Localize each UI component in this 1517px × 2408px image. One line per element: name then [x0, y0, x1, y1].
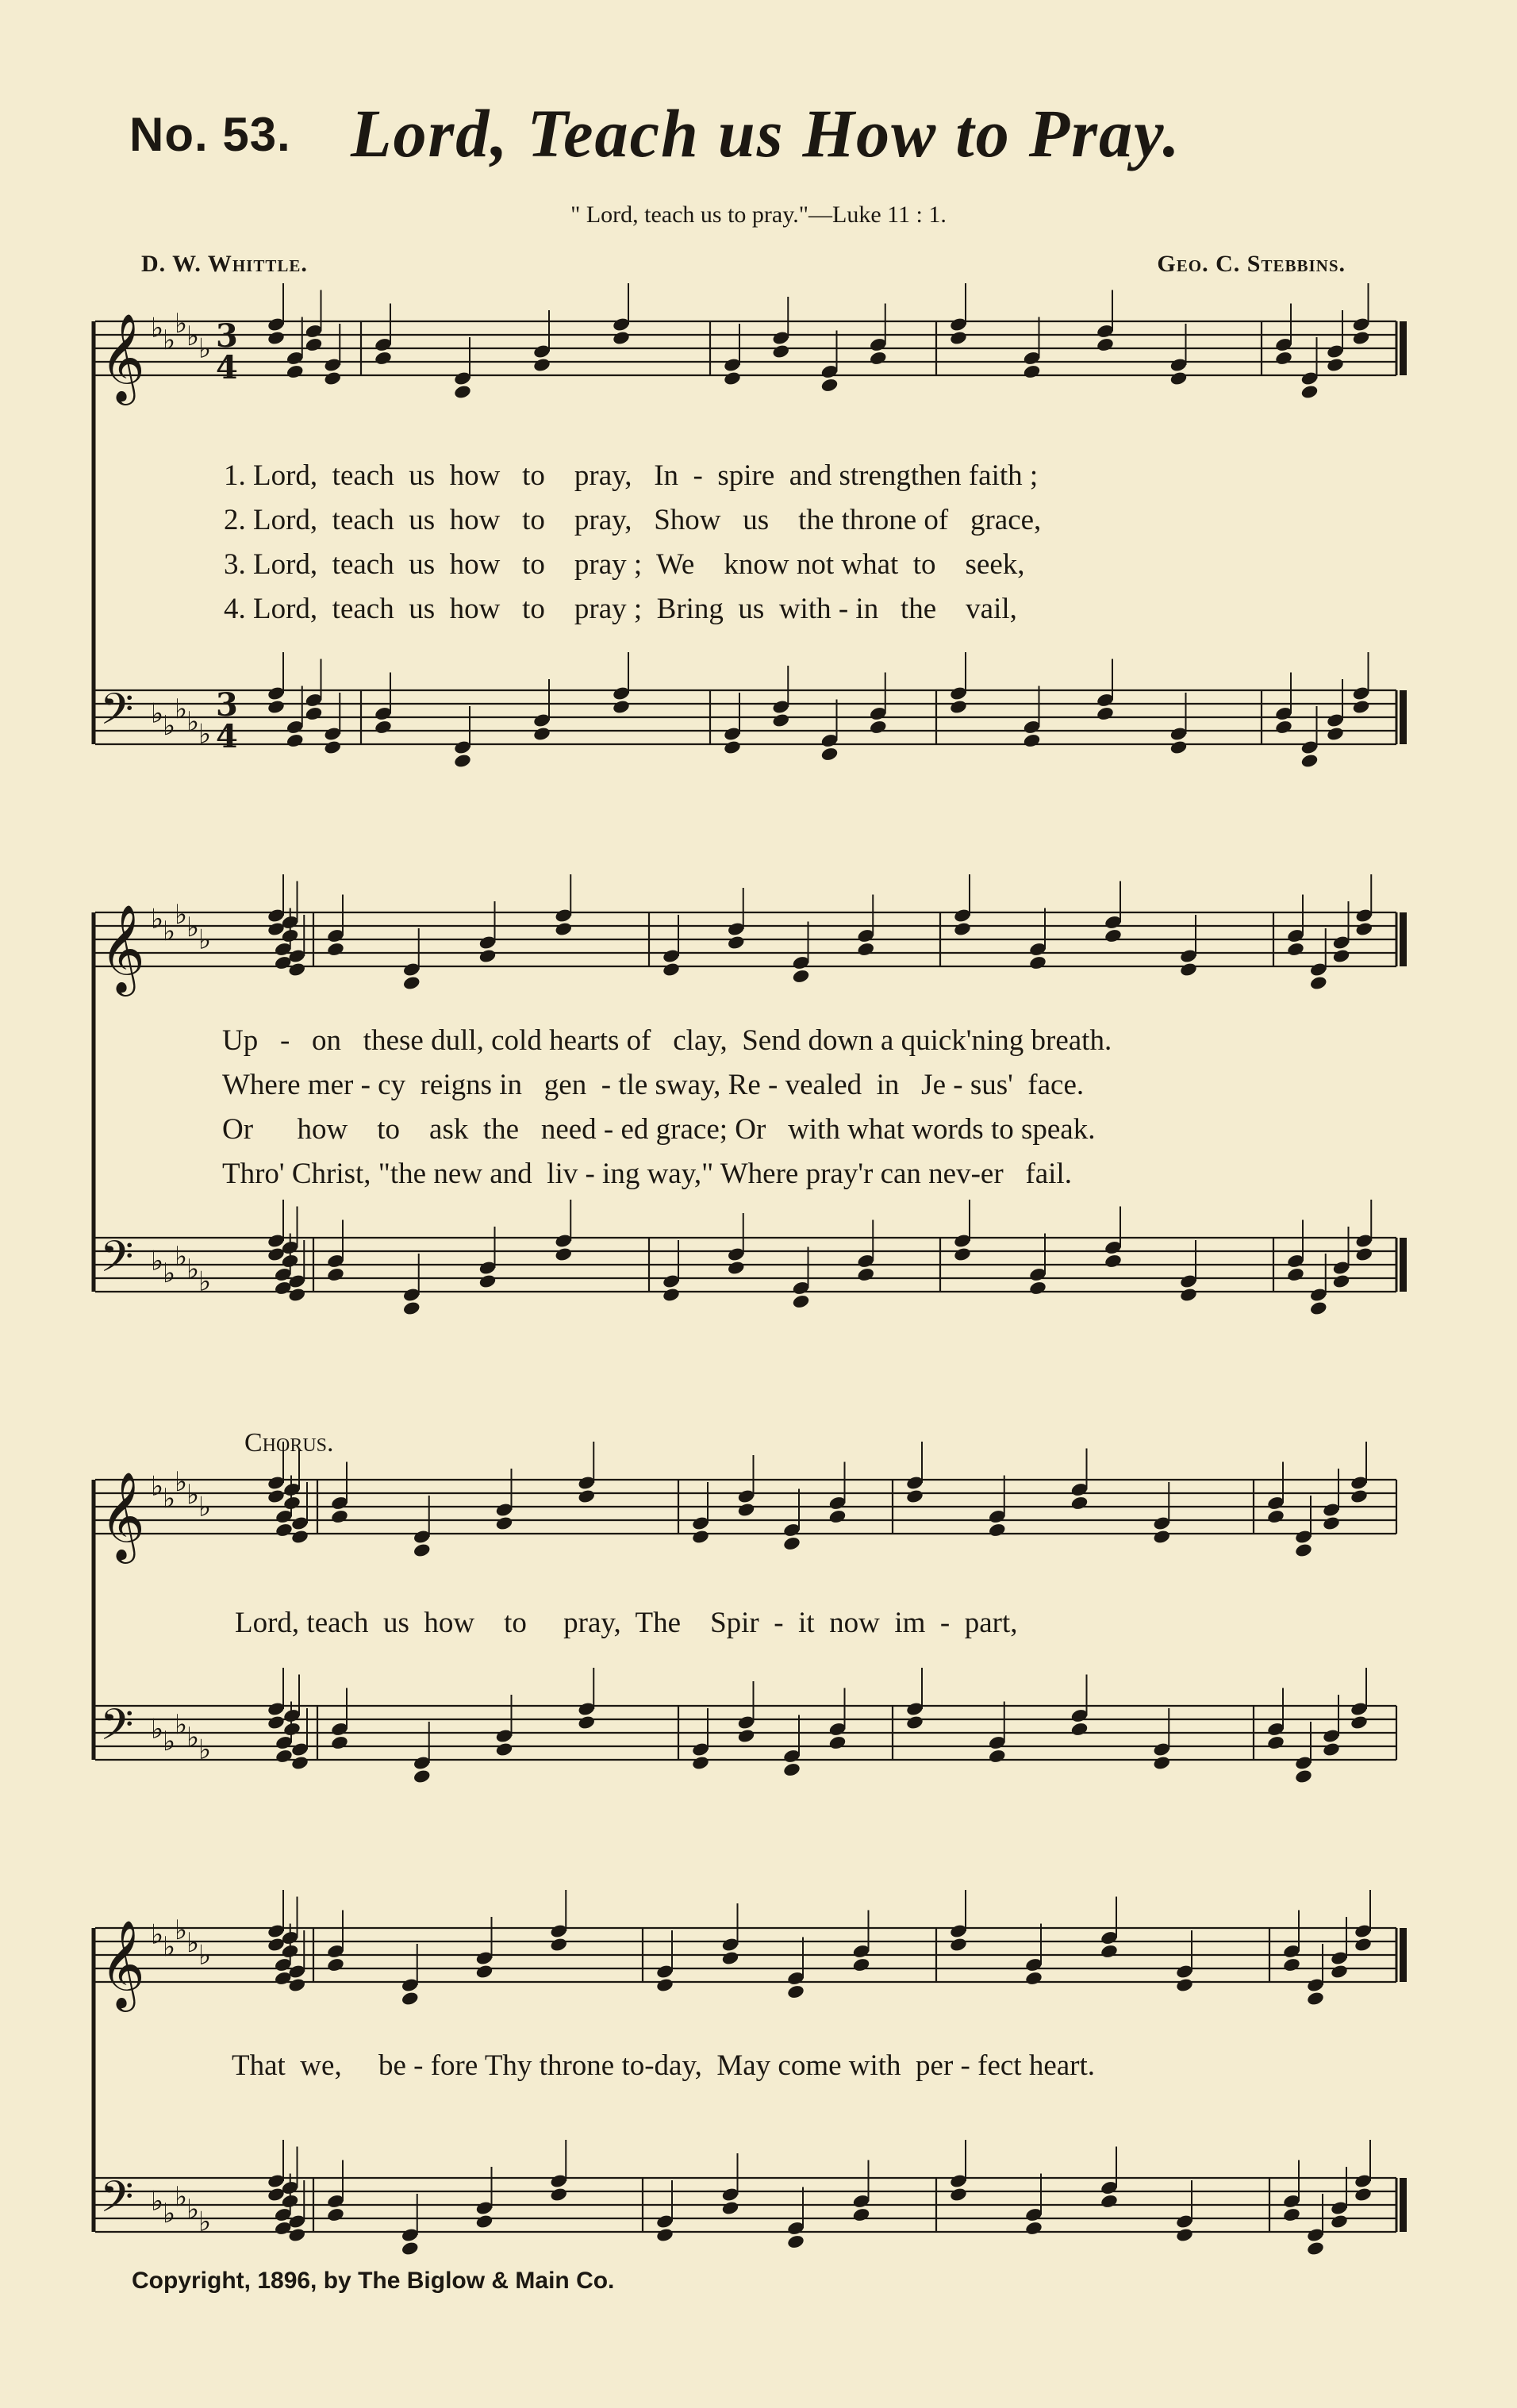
- note-head: [1282, 1957, 1301, 1973]
- note-head: [737, 1502, 756, 1518]
- note-head: [905, 1715, 924, 1730]
- flat-icon: ♭: [186, 1721, 200, 1753]
- note-head: [852, 2207, 871, 2223]
- note-head: [275, 1523, 294, 1538]
- note-head: [1266, 1509, 1285, 1525]
- flat-icon: ♭: [186, 2193, 200, 2226]
- note-head: [612, 330, 631, 346]
- note-head: [305, 337, 324, 353]
- time-signature-bottom: 4: [216, 718, 238, 755]
- note-head: [1354, 1246, 1373, 1262]
- note-head: [727, 1260, 746, 1276]
- note-head: [1326, 357, 1345, 373]
- note-head: [554, 921, 573, 937]
- note-head: [1330, 2214, 1349, 2229]
- note-head: [782, 1536, 801, 1552]
- flat-icon: ♭: [151, 903, 164, 935]
- note-head: [953, 1246, 972, 1262]
- note-head: [1175, 2227, 1194, 2243]
- flat-icon: ♭: [175, 308, 188, 340]
- note-head: [478, 1273, 497, 1289]
- note-head: [323, 739, 342, 755]
- note-head: [290, 1529, 309, 1545]
- note-head: [1286, 1267, 1305, 1283]
- note-head: [281, 1944, 300, 1960]
- note-head: [828, 1735, 847, 1751]
- flat-icon: ♭: [163, 1931, 176, 1963]
- final-bar-line: [1400, 690, 1407, 744]
- note-head: [290, 1755, 309, 1771]
- note-head: [1169, 739, 1189, 755]
- bass-clef-icon: 𝄢: [100, 1699, 134, 1761]
- note-head: [287, 1977, 306, 1993]
- chorus-line-1: Lord, teach us how to pray, The Spir - it now im - part,: [235, 1607, 1018, 1639]
- note-head: [330, 1735, 349, 1751]
- note-head: [949, 1937, 968, 1953]
- note-head: [1274, 720, 1293, 735]
- flat-icon: ♭: [163, 325, 176, 356]
- note-head: [1350, 1715, 1369, 1730]
- note-head: [281, 928, 300, 944]
- note-head: [737, 1728, 756, 1744]
- note-head: [1332, 948, 1351, 964]
- final-bar-line: [1400, 912, 1407, 966]
- note-head: [1286, 942, 1305, 958]
- note-head: [1152, 1755, 1171, 1771]
- verse-line-4a: 4. Lord, teach us how to pray ; Bring us with - in the vail,: [224, 593, 1017, 625]
- note-head: [856, 1267, 875, 1283]
- note-head: [554, 1246, 573, 1262]
- note-head: [786, 2234, 805, 2250]
- note-head: [721, 1950, 740, 1966]
- chorus-label: Chorus.: [244, 1428, 334, 1457]
- note-head: [1352, 699, 1371, 715]
- note-head: [1070, 1496, 1089, 1511]
- note-head: [612, 699, 631, 715]
- note-head: [1322, 1515, 1341, 1531]
- flat-icon: ♭: [163, 2198, 176, 2229]
- note-head: [549, 1937, 568, 1953]
- note-head: [495, 1742, 514, 1757]
- note-head: [1332, 1273, 1351, 1289]
- chorus-line-2: That we, be - fore Thy throne to-day, May come with per - fect heart.: [232, 2049, 1096, 2082]
- time-signature-top: 3: [216, 317, 238, 355]
- note-head: [1309, 975, 1328, 991]
- flat-icon: ♭: [186, 1478, 200, 1511]
- note-head: [1024, 2221, 1043, 2237]
- flat-icon: ♭: [151, 697, 164, 730]
- note-head: [282, 1496, 301, 1511]
- note-head: [691, 1529, 710, 1545]
- time-signature-top: 3: [216, 686, 238, 724]
- note-head: [413, 1769, 432, 1784]
- note-head: [869, 351, 888, 367]
- flat-icon: ♭: [163, 1258, 176, 1289]
- note-head: [1096, 337, 1115, 353]
- note-head: [1100, 2194, 1119, 2210]
- note-head: [1354, 1937, 1373, 1953]
- flat-icon: ♭: [175, 2181, 188, 2213]
- note-head: [453, 753, 472, 769]
- note-head: [1028, 955, 1047, 971]
- note-head: [475, 1964, 494, 1980]
- note-head: [475, 2214, 494, 2229]
- note-head: [1028, 1281, 1047, 1296]
- note-head: [1152, 1529, 1171, 1545]
- note-head: [401, 1991, 420, 2007]
- copyright-notice: Copyright, 1896, by The Biglow & Main Co.: [132, 2268, 615, 2294]
- note-head: [828, 1509, 847, 1525]
- flat-icon: ♭: [186, 1253, 200, 1285]
- note-head: [281, 2194, 300, 2210]
- note-head: [792, 969, 811, 985]
- note-head: [1322, 1742, 1341, 1757]
- flat-icon: ♭: [163, 1483, 176, 1515]
- note-head: [1300, 384, 1319, 400]
- final-bar-line: [1400, 1928, 1407, 1982]
- note-head: [820, 747, 839, 762]
- note-head: [1350, 1488, 1369, 1504]
- note-head: [275, 1749, 294, 1765]
- note-head: [1179, 962, 1198, 977]
- note-head: [1023, 364, 1042, 380]
- note-head: [782, 1762, 801, 1778]
- note-head: [655, 1977, 674, 1993]
- treble-clef-icon: 𝄞: [100, 904, 145, 993]
- note-head: [1294, 1542, 1313, 1558]
- note-head: [1354, 2187, 1373, 2203]
- note-head: [988, 1523, 1007, 1538]
- note-head: [287, 962, 306, 977]
- flat-icon: ♭: [163, 916, 176, 947]
- note-head: [727, 935, 746, 951]
- note-head: [723, 739, 742, 755]
- scripture-reference: " Lord, teach us to pray."—Luke 11 : 1.: [570, 202, 947, 228]
- note-head: [267, 699, 286, 715]
- final-bar-line: [1400, 321, 1407, 375]
- note-head: [330, 1509, 349, 1525]
- note-head: [286, 364, 305, 380]
- note-head: [988, 1749, 1007, 1765]
- flat-icon: ♭: [198, 1491, 212, 1523]
- flat-icon: ♭: [198, 332, 212, 365]
- verse-line-3a: 3. Lord, teach us how to pray ; We know not what to seek,: [224, 548, 1025, 581]
- verse-line-3b: Or how to ask the need - ed grace; Or with what words to speak.: [222, 1113, 1096, 1146]
- note-head: [949, 699, 968, 715]
- note-head: [721, 2200, 740, 2216]
- flat-icon: ♭: [175, 1241, 188, 1273]
- note-head: [577, 1488, 596, 1504]
- verse-line-2b: Where mer - cy reigns in gen - tle sway, Re - vealed in Je - sus' face.: [222, 1069, 1085, 1101]
- note-head: [1100, 1944, 1119, 1960]
- flat-icon: ♭: [163, 1726, 176, 1757]
- note-head: [655, 2227, 674, 2243]
- note-head: [577, 1715, 596, 1730]
- flat-icon: ♭: [198, 1265, 212, 1298]
- note-head: [532, 726, 551, 742]
- note-head: [1023, 733, 1042, 749]
- flat-icon: ♭: [151, 312, 164, 344]
- note-head: [856, 942, 875, 958]
- note-head: [792, 1294, 811, 1310]
- note-head: [1104, 1254, 1123, 1269]
- flat-icon: ♭: [175, 1709, 188, 1741]
- note-head: [326, 1957, 345, 1973]
- note-head: [1096, 706, 1115, 722]
- note-head: [662, 1287, 681, 1303]
- note-head: [905, 1488, 924, 1504]
- note-head: [374, 720, 393, 735]
- note-head: [1024, 1971, 1043, 1987]
- note-head: [1300, 753, 1319, 769]
- note-head: [267, 1488, 286, 1504]
- note-head: [286, 733, 305, 749]
- note-head: [478, 948, 497, 964]
- note-head: [869, 720, 888, 735]
- note-head: [949, 2187, 968, 2203]
- note-head: [723, 371, 742, 386]
- note-head: [1309, 1300, 1328, 1316]
- note-head: [281, 1254, 300, 1269]
- flat-icon: ♭: [151, 1918, 164, 1951]
- author-credit: D. W. Whittle.: [141, 251, 308, 277]
- treble-clef-icon: 𝄞: [100, 1471, 145, 1560]
- note-head: [1330, 1964, 1349, 1980]
- bass-clef-icon: 𝄢: [100, 1231, 134, 1292]
- treble-clef-icon: 𝄞: [100, 1919, 145, 2008]
- note-head: [1354, 921, 1373, 937]
- flat-icon: ♭: [151, 1470, 164, 1503]
- note-head: [1352, 330, 1371, 346]
- flat-icon: ♭: [175, 693, 188, 725]
- flat-icon: ♭: [151, 1713, 164, 1746]
- note-head: [532, 357, 551, 373]
- note-head: [1326, 726, 1345, 742]
- note-head: [267, 1715, 286, 1730]
- flat-icon: ♭: [198, 2206, 212, 2238]
- note-head: [413, 1542, 432, 1558]
- final-bar-line: [1400, 2178, 1407, 2232]
- flat-icon: ♭: [151, 1245, 164, 1277]
- note-head: [852, 1957, 871, 1973]
- final-bar-line: [1400, 1238, 1407, 1292]
- note-head: [267, 330, 286, 346]
- note-head: [953, 921, 972, 937]
- flat-icon: ♭: [175, 1914, 188, 1946]
- note-head: [1306, 2241, 1325, 2256]
- note-head: [323, 371, 342, 386]
- note-head: [771, 712, 790, 728]
- flat-icon: ♭: [186, 705, 200, 738]
- note-head: [326, 1267, 345, 1283]
- note-head: [1104, 928, 1123, 944]
- note-head: [1294, 1769, 1313, 1784]
- note-head: [305, 706, 324, 722]
- note-head: [771, 344, 790, 359]
- note-head: [282, 1722, 301, 1738]
- hymn-title: Lord, Teach us How to Pray.: [351, 95, 1181, 171]
- flat-icon: ♭: [163, 710, 176, 742]
- note-head: [453, 384, 472, 400]
- note-head: [1179, 1287, 1198, 1303]
- hymn-number: No. 53.: [129, 108, 291, 161]
- note-head: [287, 1287, 306, 1303]
- note-head: [326, 2207, 345, 2223]
- verse-line-4b: Thro' Christ, "the new and liv - ing way," Where pray'r can nev-er fail.: [222, 1158, 1072, 1190]
- note-head: [402, 975, 421, 991]
- note-head: [1274, 351, 1293, 367]
- composer-credit: Geo. C. Stebbins.: [1157, 251, 1346, 277]
- flat-icon: ♭: [186, 1926, 200, 1959]
- note-head: [374, 351, 393, 367]
- note-head: [402, 1300, 421, 1316]
- flat-icon: ♭: [175, 899, 188, 931]
- verse-line-1a: 1. Lord, teach us how to pray, In - spire and strengthen faith ;: [224, 459, 1039, 492]
- treble-clef-icon: 𝄞: [100, 313, 145, 401]
- note-head: [786, 1984, 805, 2000]
- note-head: [820, 378, 839, 394]
- note-head: [549, 2187, 568, 2203]
- note-head: [287, 2227, 306, 2243]
- note-head: [326, 942, 345, 958]
- verse-line-2a: 2. Lord, teach us how to pray, Show us the throne of grace,: [224, 504, 1042, 536]
- flat-icon: ♭: [186, 320, 200, 352]
- flat-icon: ♭: [151, 2185, 164, 2218]
- note-head: [1282, 2207, 1301, 2223]
- flat-icon: ♭: [198, 1939, 212, 1972]
- flat-icon: ♭: [198, 924, 212, 956]
- note-head: [401, 2241, 420, 2256]
- flat-icon: ♭: [175, 1466, 188, 1498]
- note-head: [949, 330, 968, 346]
- note-head: [1306, 1991, 1325, 2007]
- note-head: [662, 962, 681, 977]
- verse-line-1b: Up - on these dull, cold hearts of clay, Send down a quick'ning breath.: [222, 1024, 1112, 1057]
- bass-clef-icon: 𝄢: [100, 684, 134, 745]
- bass-clef-icon: 𝄢: [100, 2172, 134, 2233]
- note-head: [495, 1515, 514, 1531]
- note-head: [1266, 1735, 1285, 1751]
- flat-icon: ♭: [186, 911, 200, 943]
- note-head: [691, 1755, 710, 1771]
- time-signature-bottom: 4: [216, 349, 238, 386]
- flat-icon: ♭: [198, 718, 212, 751]
- note-head: [1169, 371, 1189, 386]
- note-head: [1175, 1977, 1194, 1993]
- flat-icon: ♭: [198, 1734, 212, 1766]
- note-head: [1070, 1722, 1089, 1738]
